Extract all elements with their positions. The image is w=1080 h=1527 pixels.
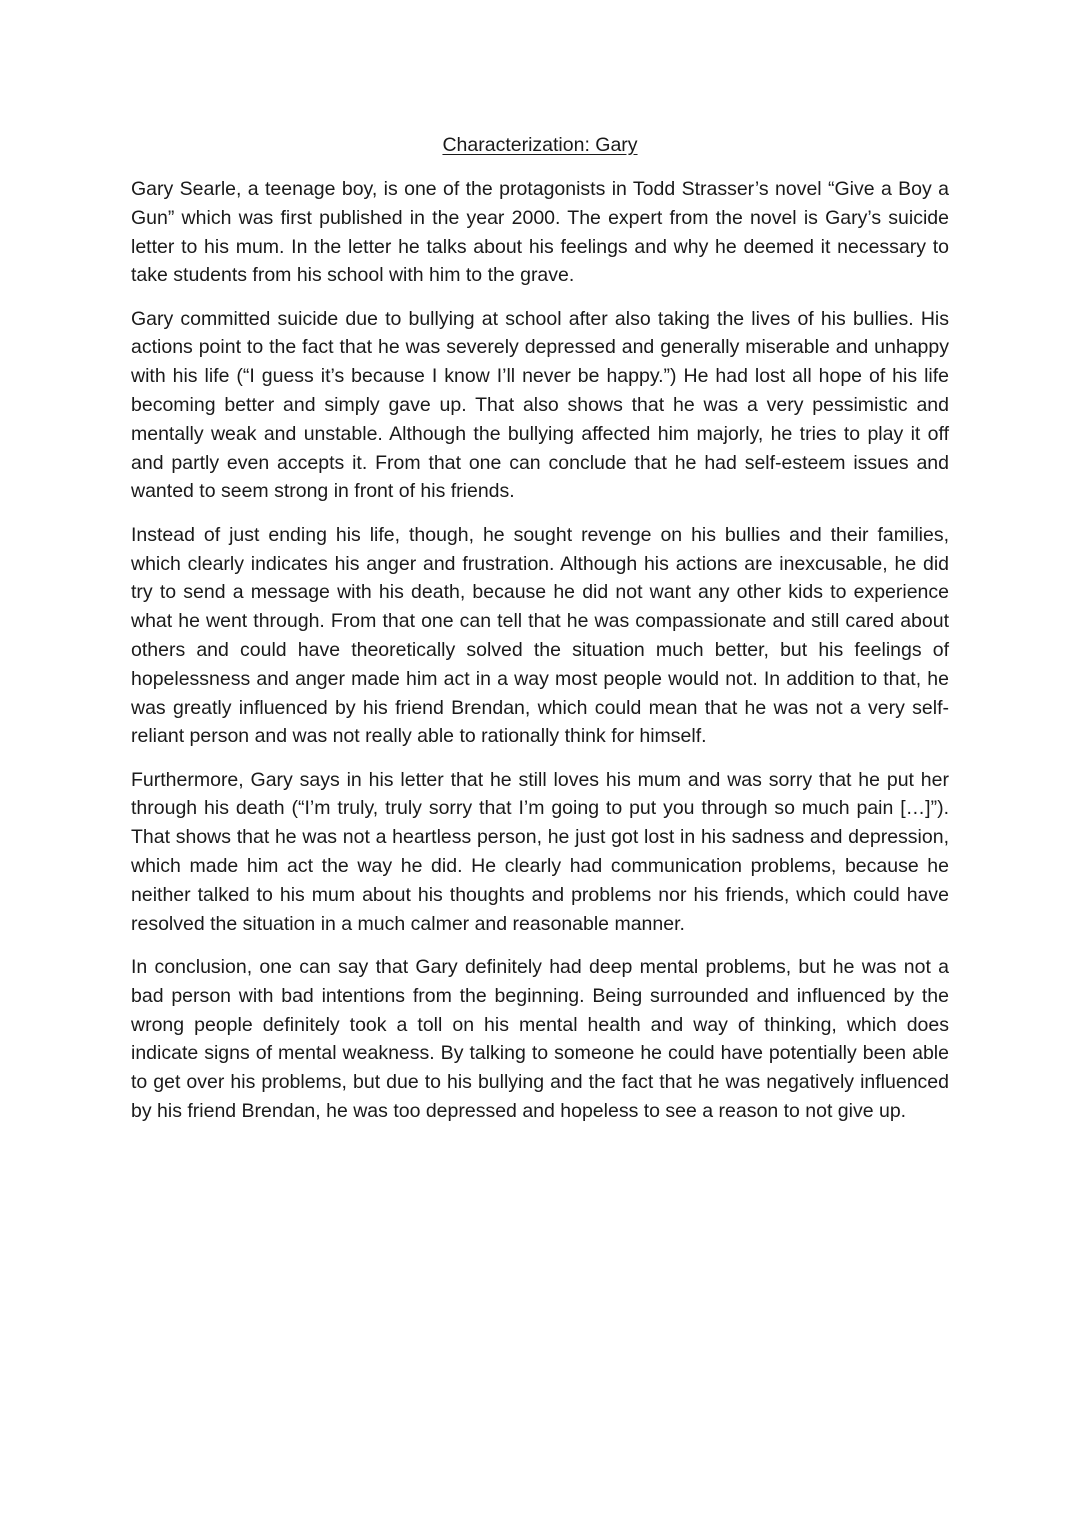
paragraph-conclusion: In conclusion, one can say that Gary definitely had deep mental problems, but he was not a bad person with bad intentions from the beginning. Being surrounded and influenced by the wrong people definitely took a toll on his mental health and way of thinking, which does indicate signs of mental weakness. By talking to someone he could have potentially been able to get over his problems, but due to his bullying and the fact that he was negatively influenced by his friend Brendan, he was too depressed and hopeless to see a reason to not give up. xyxy=(131,955,949,1122)
paragraph-introduction: Gary Searle, a teenage boy, is one of the protagonists in Todd Strasser’s novel “Give a Boy a Gun” which was first published in the year 2000. The expert from the novel is Gary’s suicide letter to his mum. In the letter he talks about his feelings and why he deemed it necessary to take students from his school with him to the grave. xyxy=(131,178,949,287)
document-body xyxy=(131,175,949,1140)
paragraph-letter-to-mum: Furthermore, Gary says in his letter that he still loves his mum and was sorry that he put her through his death (“I’m truly, truly sorry that I’m going to put you through so much pain […]”). That shows that he was not a heartless person, he just got lost in his sadness and depression, which made him act the way he did. He clearly had communication problems, because he neither talked to his mum about his thoughts and problems nor his friends, which could have resolved the situation in a much calmer and reasonable manner. xyxy=(131,768,949,935)
paragraph-depression: Gary committed suicide due to bullying at school after also taking the lives of his bullies. His actions point to the fact that he was severely depressed and generally miserable and unhappy with his life (“I guess it’s because I know I’ll never be happy.”) He had lost all hope of his life becoming better and simply gave up. That also shows that he was a very pessimistic and mentally weak and unstable. Although the bullying affected him majorly, he tries to play it off and partly even accepts it. From that one can conclude that he had self-esteem issues and wanted to seem strong in front of his friends. xyxy=(131,307,949,503)
document-title: Characterization: Gary xyxy=(442,134,638,156)
paragraph-revenge: Instead of just ending his life, though, he sought revenge on his bullies and their families, which clearly indicates his anger and frustration. Although his actions are inexcusable, he did try to send a message with his death, because he did not want any other kids to experience what he went through. From that one can tell that he was compassionate and still cared about others and could have theoretically solved the situation much better, but his feelings of hopelessness and anger made him act in a way most people would not. In addition to that, he was greatly influenced by his friend Brendan, which could mean that he was not a very self-reliant person and was not really able to rationally think for himself. xyxy=(131,523,949,748)
